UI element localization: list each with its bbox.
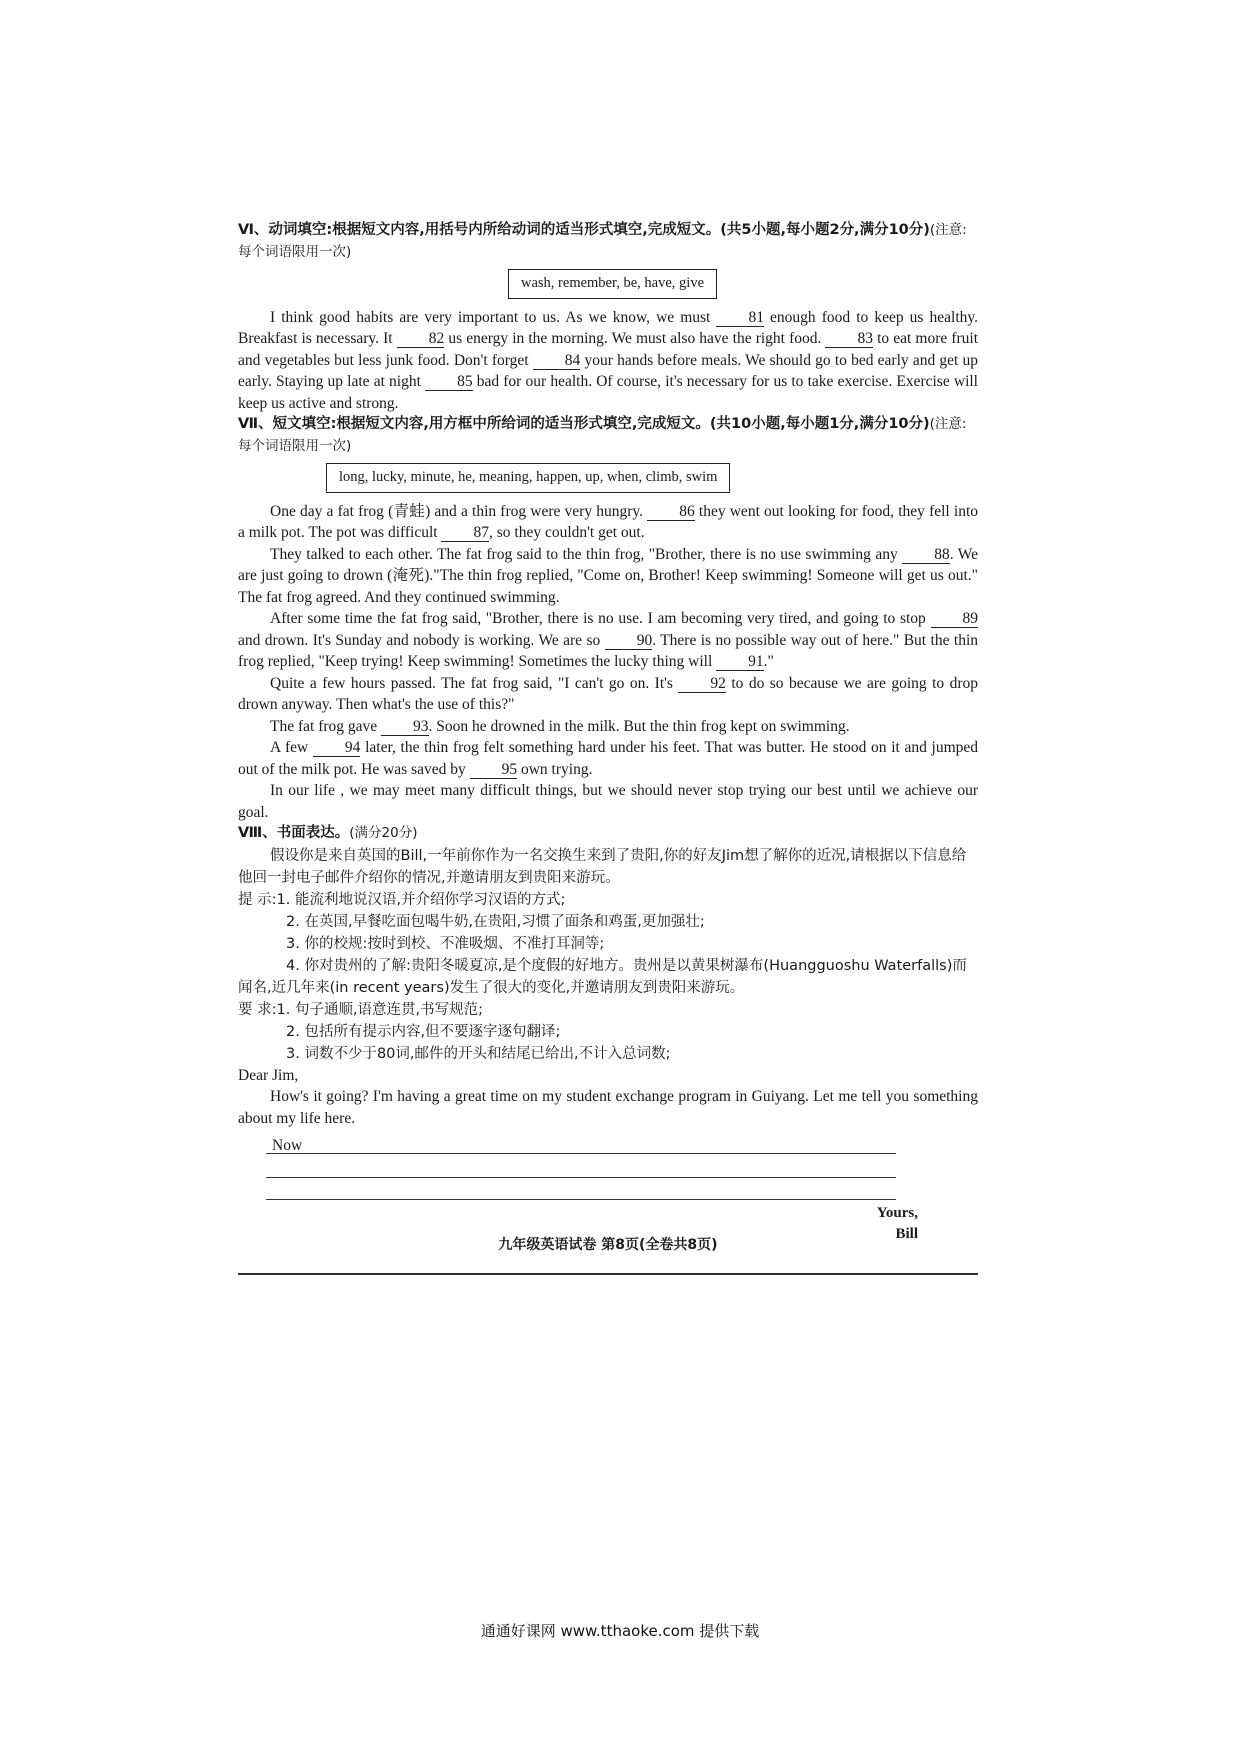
s7-p6-b: later, the thin frog felt something hard under his feet. That was butter. He stood on it and jumped out of the milk pot. He was saved by: [238, 739, 979, 778]
s6-text-d: to eat more fruit and vegetables but less junk food. Don't forget: [238, 330, 979, 369]
section-6-note: (注意:每个词语限用一次): [238, 222, 967, 260]
blank-82: 82: [397, 331, 445, 348]
letter-now: Now: [272, 1137, 303, 1154]
s7-p3-d: .": [763, 653, 774, 670]
writing-line-3: [266, 1199, 896, 1200]
hint-block: [238, 889, 978, 999]
section-6-word-box: wash, remember, be, have, give: [508, 269, 717, 299]
s7-p5-b: . Soon he drowned in the milk. But the thin frog kept on swimming.: [428, 717, 850, 735]
blank-93: 93: [381, 719, 429, 736]
s7-paragraph-5: [238, 716, 978, 738]
blank-90: 90: [605, 633, 653, 650]
s7-p3-b: and drown. It's Sunday and nobody is working. We are so: [238, 631, 601, 649]
blank-83: 83: [825, 331, 873, 348]
exam-page: [238, 220, 978, 1283]
blank-81: 81: [716, 310, 764, 327]
s7-p3-a: After some time the fat frog said, "Brother, there is no use. I am becoming very tired, and going to stop: [270, 610, 926, 627]
s6-text-c: us energy in the morning. We must also have the right food.: [448, 330, 822, 347]
s7-p1-b: they went out looking for food, they fell into a milk pot. The pot was difficult: [238, 502, 978, 541]
blank-87: 87: [441, 525, 489, 542]
blank-88: 88: [902, 547, 950, 564]
hint-1: 1. 能流利地说汉语,并介绍你学习汉语的方式;: [276, 891, 566, 908]
letter-closing: Yours,: [876, 1205, 918, 1221]
hint-4: 4. 你对贵州的了解:贵阳冬暖夏凉,是个度假的好地方。贵州是以黄果树瀑布(Huangguoshu Waterfalls)而闻名,近几年来(in recent years)发生了很大的变化,并邀请朋友到贵阳来游玩。: [238, 957, 967, 996]
download-note: 通通好课网 www.tthaoke.com 提供下载: [480, 1622, 760, 1640]
section-8-intro: 假设你是来自英国的Bill,一年前你作为一名交换生来到了贵阳,你的好友Jim想了解你的近况,请根据以下信息给他回一封电子邮件介绍你的情况,并邀请朋友到贵阳来游玩。: [238, 847, 967, 886]
section-6-passage: [238, 307, 978, 415]
req-1: 1. 句子通顺,语意连贯,书写规范;: [276, 1001, 484, 1018]
s7-p1-a: One day a fat frog (青蛙) and a thin frog were very hungry.: [270, 502, 644, 520]
letter-salutation: Dear Jim,: [238, 1066, 299, 1084]
requirement-block: [238, 999, 978, 1065]
section-8-note: (满分20分): [349, 825, 418, 841]
req-row-1: [238, 999, 978, 1021]
hint-row-1: [238, 889, 978, 911]
blank-84: 84: [533, 353, 581, 370]
page-footer: 九年级英语试卷 第8页(全卷共8页): [498, 1237, 718, 1253]
s7-paragraph-3: [238, 608, 978, 673]
blank-85: 85: [425, 374, 473, 391]
blank-95: 95: [470, 762, 518, 779]
s7-p1-c: , so they couldn't get out.: [488, 524, 645, 541]
section-6-title: [238, 220, 978, 263]
s6-text-e: your hands before meals. We should go to bed early and get up early. Staying up late at night: [238, 351, 979, 390]
s7-p2-b: . We are just going to drown (淹死)."The thin frog replied, "Come on, Brother! Keep swimming! Someone will get us out." The fat frog agreed. And they continued swimming.: [238, 545, 979, 606]
s6-text-f: bad for our health. Of course, it's necessary for us to take exercise. Exercise will keep us active and strong.: [238, 373, 978, 412]
writing-line-1: [266, 1153, 896, 1154]
section-8-title: [238, 823, 978, 845]
section-7-title: [238, 414, 978, 457]
section-7-heading: Ⅶ、短文填空:根据短文内容,用方框中所给词的适当形式填空,完成短文。(共10小题,每小题1分,满分10分): [238, 416, 930, 432]
section-6-heading: Ⅵ、动词填空:根据短文内容,用括号内所给动词的适当形式填空,完成短文。(共5小题,每小题2分,满分10分): [238, 222, 930, 238]
s7-p6-a: A few: [270, 739, 309, 756]
s7-paragraph-7: In our life , we may meet many difficult things, but we should never stop trying our best until we achieve our goal.: [238, 782, 978, 821]
section-7-word-box: long, lucky, minute, he, meaning, happen, up, when, climb, swim: [326, 463, 730, 493]
writing-line-2: [266, 1177, 896, 1178]
s7-p4-b: to do so because we are going to drop drown anyway. Then what's the use of this?": [238, 674, 978, 713]
req-3: 3. 词数不少于80词,邮件的开头和结尾已给出,不计入总词数;: [286, 1045, 671, 1062]
hint-2: 2. 在英国,早餐吃面包喝牛奶,在贵阳,习惯了面条和鸡蛋,更加强壮;: [286, 913, 705, 930]
s7-paragraph-6: [238, 737, 978, 780]
letter-signature: Bill: [895, 1226, 918, 1242]
section-7-note: (注意:每个词语限用一次): [238, 416, 967, 454]
req-label: 要 求:: [238, 1001, 277, 1018]
hint-label: 提 示:: [238, 891, 277, 908]
hint-3: 3. 你的校规:按时到校、不准吸烟、不准打耳洞等;: [286, 935, 605, 952]
blank-86: 86: [647, 504, 695, 521]
s6-text-a: I think good habits are very important to us. As we know, we must: [270, 308, 711, 326]
s7-p2-a: They talked to each other. The fat frog said to the thin frog, "Brother, there is no use swimming any: [270, 545, 898, 563]
blank-89: 89: [931, 611, 979, 628]
req-2: 2. 包括所有提示内容,但不要逐字逐句翻译;: [286, 1023, 561, 1040]
blank-94: 94: [313, 740, 361, 757]
s7-paragraph-1: [238, 501, 978, 544]
s7-p6-c: own trying.: [520, 760, 593, 778]
blank-91: 91: [716, 654, 764, 671]
section-6-word-box-wrap: [468, 263, 978, 307]
s7-paragraph-4: [238, 673, 978, 716]
s7-paragraph-2: [238, 544, 978, 609]
s6-text-b: enough food to keep us healthy. Breakfast is necessary. It: [238, 308, 979, 347]
section-7-word-box-wrap: [326, 457, 978, 501]
letter-opening: How's it going? I'm having a great time on my student exchange program in Guiyang. Let me tell you something about my life here.: [238, 1088, 978, 1127]
s7-p4-a: Quite a few hours passed. The fat frog said, "I can't go on. It's: [270, 674, 673, 692]
blank-92: 92: [678, 676, 726, 693]
s7-p3-c: . There is no possible way out of here." But the thin frog replied, "Keep trying! Keep swimming! Sometimes the lucky thing will: [238, 631, 978, 670]
section-8-heading: Ⅷ、书面表达。: [238, 825, 350, 841]
s7-p5-a: The fat frog gave: [270, 717, 378, 735]
writing-area: [238, 1133, 978, 1203]
footer-rule: [238, 1273, 978, 1275]
